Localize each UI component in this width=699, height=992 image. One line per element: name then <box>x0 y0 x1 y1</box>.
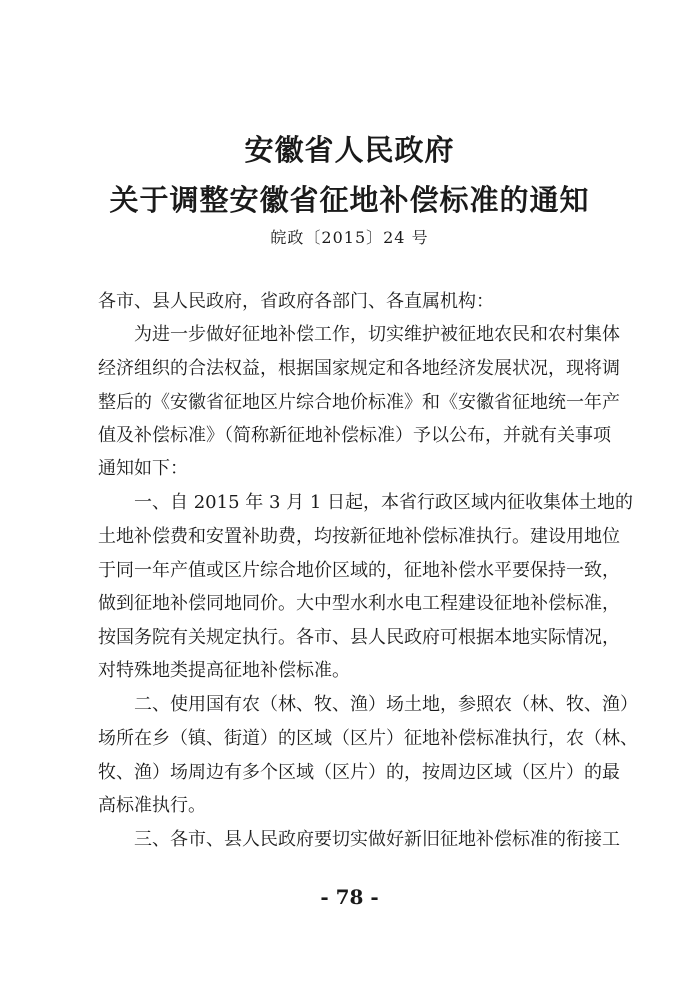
title-line-1: 安徽省人民政府 <box>244 133 455 167</box>
salutation: 各市、县人民政府，省政府各部门、各直属机构： <box>98 291 494 312</box>
body-line: 场所在乡（镇、街道）的区域（区片）征地补偿标准执行，农（林、 <box>98 728 638 749</box>
document-number: 皖政〔2015〕24 号 <box>270 228 429 247</box>
body-line: 对特殊地类提高征地补偿标准。 <box>98 660 350 681</box>
body-line: 值及补偿标准》（简称新征地补偿标准）予以公布，并就有关事项 <box>98 425 611 446</box>
body-line: 经济组织的合法权益，根据国家规定和各地经济发展状况，现将调 <box>98 358 620 379</box>
body-line: 做到征地补偿同地同价。大中型水利水电工程建设征地补偿标准， <box>98 593 620 614</box>
body-line: 三、各市、县人民政府要切实做好新旧征地补偿标准的衔接工 <box>134 829 620 850</box>
body-line: 高标准执行。 <box>98 795 206 816</box>
body-line: 按国务院有关规定执行。各市、县人民政府可根据本地实际情况， <box>98 627 620 648</box>
body-line: 为进一步做好征地补偿工作，切实维护被征地农民和农村集体 <box>134 324 620 345</box>
body-line: 一、自 2015 年 3 月 1 日起，本省行政区域内征收集体土地的 <box>134 492 634 513</box>
body-line: 牧、渔）场周边有多个区域（区片）的，按周边区域（区片）的最 <box>98 762 620 783</box>
page-number: - 78 - <box>320 885 379 909</box>
body-line: 土地补偿费和安置补助费，均按新征地补偿标准执行。建设用地位 <box>98 526 620 547</box>
body-line: 通知如下： <box>98 458 188 479</box>
title-line-2: 关于调整安徽省征地补偿标准的通知 <box>109 183 590 217</box>
body-line: 于同一年产值或区片综合地价区域的，征地补偿水平要保持一致， <box>98 560 620 581</box>
body-line: 整后的《安徽省征地区片综合地价标准》和《安徽省征地统一年产 <box>98 392 620 413</box>
body-line: 二、使用国有农（林、牧、渔）场土地，参照农（林、牧、渔） <box>134 694 638 715</box>
